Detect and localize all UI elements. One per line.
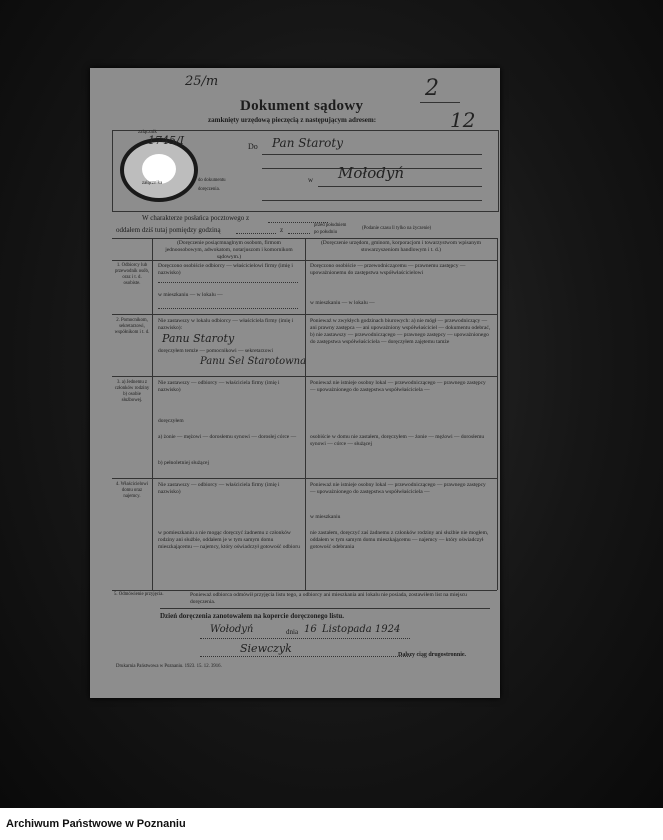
recipient-name: Pan Staroty bbox=[272, 136, 343, 150]
handwritten-signature: Siewczyk bbox=[240, 642, 292, 655]
section-3-left-b: doręczyłem bbox=[158, 418, 184, 424]
section-3-left-a: Nie zastawszy — odbiorcy — właściciela firmy (imię i nazwisko) bbox=[158, 380, 280, 393]
section-2-left-a: Nie zastawszy w lokalu odbiorcy — właściciela firmy (imię i nazwisko): bbox=[158, 318, 294, 331]
section-4-right-a: Ponieważ nie istnieje osobny lokal — przewodniczącego — prawnego zastępcy — upoważnionego do zastępstwa współwłaściciela — bbox=[310, 482, 486, 495]
section-5-text: Ponieważ odbiorca odmówił przyjęcia listu tego, a odbiorcy ani mieszkania ani lokalu nie posiada, zostawiłem list na miejscu doręczenia. bbox=[190, 592, 467, 605]
section-1-left-b: w mieszkaniu — w lokalu — bbox=[158, 292, 223, 298]
time-dots-2 bbox=[288, 233, 310, 234]
section-2-bottom-rule bbox=[112, 376, 497, 377]
section-3-bottom-rule bbox=[112, 478, 497, 479]
signing-place: Wołodyń bbox=[210, 624, 254, 635]
header-bottom-rule bbox=[112, 260, 497, 261]
continuation-note: Dalszy ciąg drugostronnie. bbox=[398, 652, 467, 658]
section-4-left-a: Nie zastawszy — odbiorcy — właściciela firmy (imię i nazwisko) bbox=[158, 482, 280, 495]
date-dotted-line bbox=[200, 638, 410, 639]
section-5-label: 5. Odmówienie przyjęcia. bbox=[114, 592, 164, 597]
label-column-rule bbox=[152, 238, 153, 590]
right-column-header: (Doręczenie urzędom, gminom, korporacjom i towarzystwom wpisanym stowarzyszeniom handlowym i t. d.) bbox=[320, 240, 482, 253]
signature-dotted-line bbox=[200, 656, 410, 657]
right-column-rule bbox=[497, 238, 498, 590]
section-1-right-a: Doręczono osobiście — przewodniczącemu — prawnemu zastępcy — upoważnionemu do zastępstwa współwłaścicielowi bbox=[310, 263, 466, 276]
address-w-mark: w bbox=[308, 176, 314, 184]
section-1-label: 1. Odbiorcy lub przewodnik osób, oraz i t. d. osobiste. bbox=[114, 263, 150, 286]
document-subtitle: zamknięty urzędową pieczęcią z następującym adresem: bbox=[208, 116, 377, 124]
section-3-right-b: osobiście w domu nie zastałem, doręczyłem — żonie — mężowi — dorosłemu synowi — córce — służącej bbox=[310, 434, 485, 447]
time-note: (Podanie czasu ll tylko na życzenie) bbox=[362, 226, 432, 231]
section-2-right-a: Ponieważ w zwykłych godzinach biurowych: a) nie mógł — przewodniczący — ani prawny zastępca — ani upoważniony współwłaściciel — dokumentu odebrać, b) nie zastawszy — przewodniczącego — prawnego zastępcy — upoważnionego do zastępstwa współwłaściciela — doręczyłem zajętemu tamże bbox=[310, 318, 491, 345]
address-line-4 bbox=[262, 200, 482, 201]
section-2-handwritten-name-2: Panu Sel Starotowna bbox=[200, 356, 307, 367]
number-underline bbox=[420, 102, 460, 103]
official-seal bbox=[120, 138, 198, 202]
section-4-right-c: nie zastałem, doręczyć zaś żadnemu z członków rodziny ani służbie nie mogłem, oddałem w tym samym domu mieszkającemu — najemcy — który oświadczył gotowość odebrania bbox=[310, 530, 489, 550]
recipient-place: Mołodyń bbox=[338, 164, 405, 182]
section-4-right-b: w mieszkaniu bbox=[310, 514, 341, 520]
seal-center bbox=[142, 154, 176, 184]
seal-side-1: załącznika bbox=[142, 181, 163, 186]
time-before-noon: przed południem bbox=[314, 223, 347, 228]
time-z: z bbox=[280, 226, 284, 234]
notation-line: Dzień doręczenia zanotowałem na kopercie doręczonego listu. bbox=[160, 612, 344, 620]
section-1-bottom-rule bbox=[112, 314, 497, 315]
section-2-label: 2. Pomocnikom, sekretarzowi, współnikom i t. d. bbox=[114, 318, 150, 335]
middle-column-rule bbox=[305, 238, 306, 590]
section-4-bottom-rule bbox=[112, 590, 497, 591]
seal-text: zalącznik bbox=[138, 130, 157, 135]
time-after-noon: po południu bbox=[314, 230, 338, 235]
printer-imprint: Drukarnia Państwowa w Poznaniu. 1923. 15. 12. 3916. bbox=[116, 664, 222, 669]
section-1-dots-2 bbox=[158, 308, 298, 309]
section-1-right-b: w mieszkaniu — w lokalu — bbox=[310, 300, 375, 306]
section-4-label: 4. Właścicielowi domu oraz najemcy. bbox=[115, 482, 149, 499]
section-3-left-d: b) pełnoletniej służącej bbox=[158, 460, 210, 466]
section-1-dots-1 bbox=[158, 282, 298, 283]
archive-name: Archiwum Państwowe w Poznaniu bbox=[6, 818, 186, 830]
section-2-left-b: doręczyłem temże — pomocnikowi — sekretarzowi bbox=[158, 348, 274, 354]
section-1-left-a: Doręczono osobiście odbiorcy — właścicielowi firmy (imię i nazwisko) bbox=[158, 263, 293, 276]
section-4-left-b: w pomieszkaniu a nie mogąc doręczyć żadnemu z członków rodziny ani służbie, oddałem je w tym samym domu mieszkającemu — najemcy, który oświadczył gotowość odbioru bbox=[158, 530, 300, 550]
case-number: 1745/I bbox=[148, 134, 185, 147]
left-column-header: (Doręczenie posiącmnaglnym osobom, firmom jednoosobowym, adwokatom, notarjuszom i komornikom sądowym.) bbox=[165, 240, 293, 260]
section-3-left-c: a) żonie — mężowi — dorosłemu synowi — dorosłej córce — bbox=[158, 434, 297, 440]
seal-side-3: doręczenia. bbox=[198, 187, 220, 192]
section-3-right-a: Ponieważ nie istnieje osobny lokal — przewodniczącego — prawnego zastępcy — upoważnionego do zastępstwa współwłaściciela — bbox=[310, 380, 486, 393]
seal-side-2: do dokumentu bbox=[198, 178, 226, 183]
corner-handwritten-mark: 25/m bbox=[185, 74, 219, 89]
handwritten-day: 16 bbox=[304, 624, 317, 635]
court-document bbox=[90, 68, 500, 698]
section-2-handwritten-name: Panu Staroty bbox=[162, 332, 235, 345]
handwritten-number-top: 2 bbox=[425, 76, 439, 101]
document-title: Dokument sądowy bbox=[240, 98, 364, 114]
section-5-bottom-rule bbox=[160, 608, 490, 609]
handwritten-number-right: 12 bbox=[450, 108, 476, 132]
section-3-label: 3. a) Jednemu z członków rodziny b) osobie służbowej. bbox=[114, 380, 150, 403]
address-line-1 bbox=[262, 154, 482, 155]
archive-footer bbox=[0, 808, 663, 840]
date-label: dnia bbox=[286, 628, 299, 636]
time-dots-1 bbox=[236, 233, 276, 234]
handwritten-month: Listopada 1924 bbox=[322, 624, 401, 635]
address-line-3 bbox=[318, 186, 482, 187]
attest-line: W charakterze posłańca pocztowego z bbox=[142, 214, 250, 222]
address-to-label: Do bbox=[248, 142, 258, 151]
delivered-line: oddałem dziś tutaj pomiędzy godziną bbox=[116, 226, 221, 234]
